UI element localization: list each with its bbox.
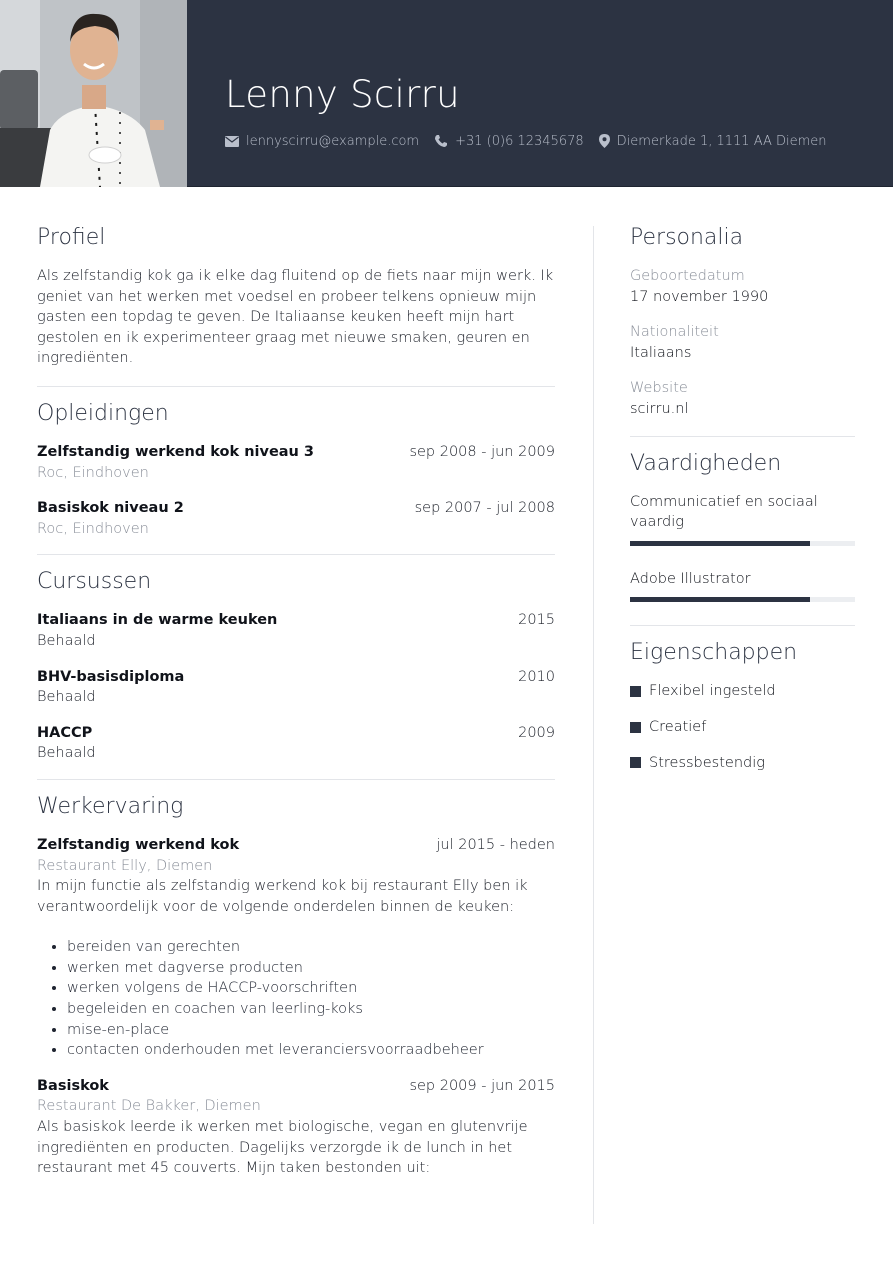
personalia-label: Geboortedatum	[630, 268, 745, 284]
trait-item	[630, 717, 855, 738]
opleiding-date: sep 2008 - jun 2009	[409, 443, 555, 460]
cursus-item	[37, 723, 555, 764]
skill-name: Communicatief en sociaal vaardig	[630, 493, 818, 531]
list-item: • mise-en-place	[67, 1020, 555, 1041]
job-employer: Restaurant Elly, Diemen	[37, 857, 213, 874]
job-date: jul 2015 - heden	[436, 836, 555, 853]
werkervaring-heading: Werkervaring	[37, 793, 184, 819]
list-item: • contacten onderhouden met leveranciersvoorraadbeheer	[67, 1040, 555, 1061]
envelope-icon	[225, 136, 239, 147]
header	[0, 0, 893, 187]
personalia-value: Italiaans	[630, 344, 692, 361]
cursus-item	[37, 667, 555, 708]
phone-icon	[434, 134, 448, 148]
opleiding-item	[37, 498, 555, 539]
section-divider	[37, 779, 555, 780]
skill-name: Adobe Illustrator	[630, 570, 751, 587]
profiel-heading: Profiel	[37, 225, 106, 250]
personalia-label: Website	[630, 380, 688, 397]
cursus-title: BHV-basisdiploma	[37, 668, 185, 685]
list-item: • werken volgens de HACCP-voorschriften	[67, 978, 555, 999]
list-item: • werken met dagverse producten	[67, 958, 555, 979]
profile-photo	[0, 0, 187, 187]
job-date: sep 2009 - jun 2015	[409, 1077, 555, 1094]
section-divider	[37, 554, 555, 555]
contact-address	[599, 134, 827, 149]
sidebar-column	[630, 224, 855, 773]
personalia-label: Nationaliteit	[630, 324, 719, 341]
list-item: • bereiden van gerechten	[67, 937, 555, 958]
map-pin-icon	[599, 134, 610, 148]
job-description: In mijn functie als zelfstandig werkend kok bij restaurant Elly ben ik verantwoordelijk voor de volgende onderdelen binnen de keuken:	[37, 878, 528, 915]
cursus-date: 2010	[518, 668, 555, 685]
cursus-title: Italiaans in de warme keuken	[37, 612, 278, 629]
werkervaring-item	[37, 1076, 555, 1179]
cursus-status: Behaald	[37, 745, 96, 762]
job-title: Zelfstandig werkend kok	[37, 836, 240, 853]
candidate-name: Lenny Scirru	[225, 73, 460, 116]
job-description: Als basiskok leerde ik werken met biologische, vegan en glutenvrije ingrediënten en producten. Dagelijks verzorgde ik de lunch in het restaurant met 45 couverts. Mijn taken bestonden uit:	[37, 1119, 528, 1177]
skill-bar-fill	[630, 597, 810, 602]
job-task-list	[37, 937, 555, 1061]
opleiding-school: Roc, Eindhoven	[37, 464, 149, 481]
square-bullet-icon	[630, 757, 641, 768]
werkervaring-item	[37, 835, 555, 1061]
job-employer: Restaurant De Bakker, Diemen	[37, 1098, 261, 1115]
cursus-status: Behaald	[37, 689, 96, 706]
cursus-item	[37, 610, 555, 651]
list-item: • begeleiden en coachen van leerling-koks	[67, 999, 555, 1020]
opleidingen-heading: Opleidingen	[37, 400, 169, 426]
skill-item	[630, 569, 855, 603]
skill-item	[630, 492, 855, 546]
trait-label: Stressbestendig	[649, 754, 765, 771]
trait-label: Flexibel ingesteld	[649, 683, 776, 700]
contact-phone[interactable]	[434, 134, 584, 149]
website-link[interactable]: scirru.nl	[630, 400, 689, 417]
opleiding-date: sep 2007 - jul 2008	[414, 500, 555, 517]
trait-label: Creatief	[649, 718, 707, 735]
chef-portrait-image	[0, 0, 187, 187]
cursussen-heading: Cursussen	[37, 569, 152, 595]
opleiding-school: Roc, Eindhoven	[37, 520, 149, 537]
personalia-item	[630, 378, 855, 419]
opleiding-title: Zelfstandig werkend kok niveau 3	[37, 443, 315, 460]
phone-text: +31 (0)6 12345678	[455, 133, 584, 149]
eigenschappen-heading: Eigenschappen	[630, 640, 798, 666]
personalia-item	[630, 266, 855, 307]
contact-email[interactable]	[225, 134, 419, 149]
trait-item	[630, 753, 855, 774]
skill-bar	[630, 541, 855, 546]
email-text: lennyscirru@example.com	[246, 133, 420, 149]
section-divider	[630, 625, 855, 626]
square-bullet-icon	[630, 722, 641, 733]
address-text: Diemerkade 1, 1111 AA Diemen	[616, 133, 827, 149]
section-divider	[630, 436, 855, 437]
square-bullet-icon	[630, 686, 641, 697]
cursus-date: 2009	[518, 724, 555, 741]
cursus-title: HACCP	[37, 724, 93, 741]
cursus-date: 2015	[518, 612, 555, 629]
column-divider	[593, 226, 594, 1224]
profiel-text: Als zelfstandig kok ga ik elke dag fluitend op de fiets naar mijn werk. Ik geniet van het werken met voedsel en probeer telkens opnieuw mijn gasten een topdag te geven. De Italiaanse keuken heeft mijn hart gestolen en ik experimenteer graag met nieuwe smaken, geuren en ingrediënten.	[37, 268, 554, 367]
skill-bar	[630, 597, 855, 602]
cursus-status: Behaald	[37, 632, 96, 649]
personalia-item	[630, 322, 855, 363]
personalia-value: 17 november 1990	[630, 288, 769, 305]
skill-bar-fill	[630, 541, 810, 546]
opleiding-title: Basiskok niveau 2	[37, 500, 184, 517]
opleiding-item	[37, 442, 555, 483]
personalia-heading: Personalia	[630, 225, 744, 250]
vaardigheden-heading: Vaardigheden	[630, 450, 782, 476]
job-title: Basiskok	[37, 1077, 109, 1094]
section-divider	[37, 386, 555, 387]
trait-item	[630, 681, 855, 702]
contact-info	[225, 131, 842, 151]
main-column	[37, 224, 555, 1179]
